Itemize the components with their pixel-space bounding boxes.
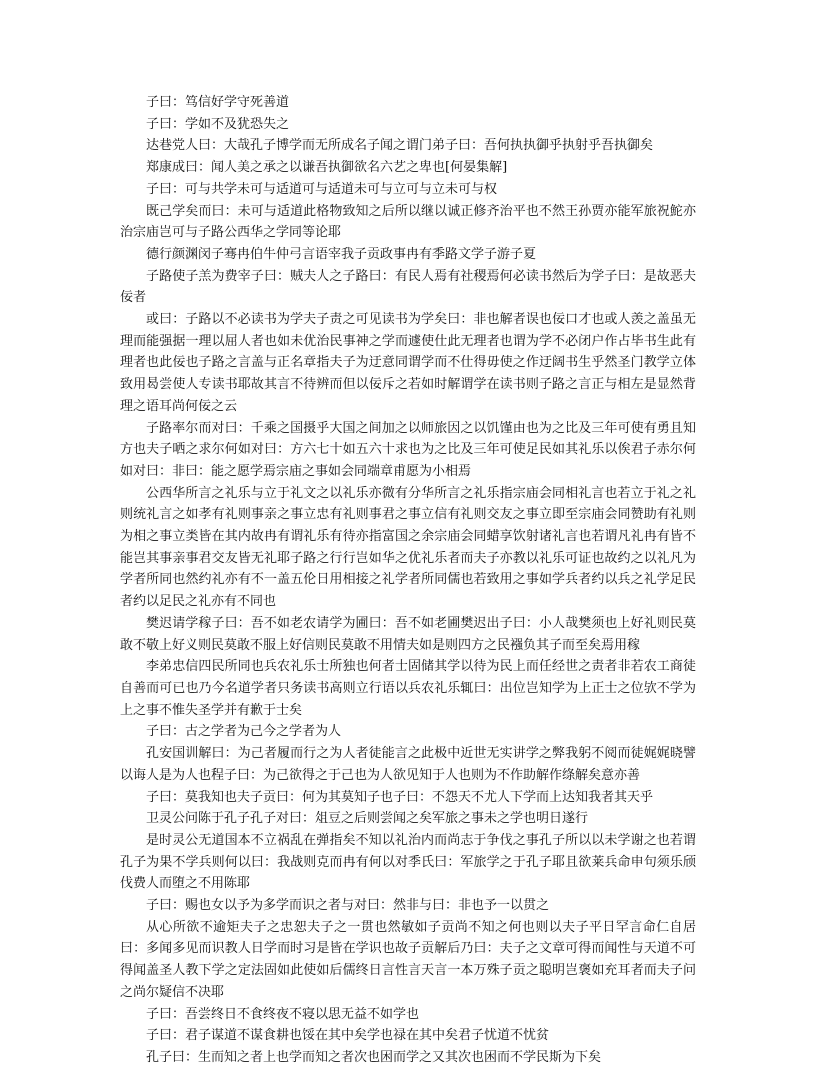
paragraph: 子曰：古之学者为己今之学者为人: [146, 724, 342, 740]
paragraph: 樊迟请学稼子曰：吾不如老农请学为圃曰：吾不如老圃樊迟出子曰：小人哉樊须也上好礼则民莫敢不敬上好义则民莫敢不服上好信则民莫敢不用情夫如是则四方之民襁负其子而至矣焉用稼: [120, 615, 696, 653]
paragraph: 是时灵公无道国本不立祸乱在弹指矣不知以礼治内而尚志于争伐之事孔子所以以未学谢之也若谓孔子为果不学兵则何以曰：我战则克而冉有何以对季氏曰：军旅学之于孔子耶且欲莱兵命申句须乐颀伐费人而堕之不用陈耶: [120, 832, 696, 892]
paragraph: 子路率尔而对曰：千乘之国摄乎大国之间加之以师旅因之以饥馑由也为之比及三年可使有勇且知方也夫子哂之求尔何如对曰：方六七十如五六十求也为之比及三年可使足民如其礼乐以俟君子赤尔何如对曰：非曰：能之愿学焉宗庙之事如会同端章甫愿为小相焉: [120, 420, 696, 479]
paragraph: 子曰：莫我知也夫子贡曰：何为其莫知子也子曰：不怨天不尤人下学而上达知我者其天乎: [146, 789, 654, 805]
paragraph: 达巷党人曰：大哉孔子博学而无所成名子闻之谓门弟子曰：吾何执执御乎执射乎吾执御矣: [146, 138, 654, 154]
paragraph: 或曰：子路以不必读书为学夫子责之可见读书为学矣曰：非也解者误也佞口才也或人羡之盖虽无理而能强据一理以屈人者也如未优治民事神之学而遽使仕此无理者也谓为学不必闭户作占毕书生此有理者也此佞也子路之言盖与正名章指夫子为迂意同谓学而不仕得毋使之作迂阔书生乎然圣门教学立体致用曷尝使人专读书耶故其言不待辨而但以佞斥之若如时解谓学在读书则子路之言正与相左是显然背理之语耳尚何佞之云: [120, 312, 696, 414]
paragraph: 子路使子羔为费宰子曰：贼夫人之子路曰：有民人焉有社稷焉何必读书然后为学子曰：是故恶夫佞者: [120, 268, 696, 306]
paragraph: 孔安国训解曰：为己者履而行之为人者徒能言之此极中近世无实讲学之弊我躬不阅而徒娓娓晓譬以诲人是为人也程子曰：为己欲得之于己也为人欲见知于人也则为不作助解作绦解矣意亦善: [120, 746, 696, 783]
paragraph: 子曰：学如不及犹恐失之: [146, 116, 290, 132]
paragraph: 郑康成曰：闻人美之承之以谦吾执御欲名六艺之卑也[何晏集解]: [146, 160, 508, 176]
paragraph: 子曰：笃信好学守死善道: [146, 95, 290, 110]
paragraph: 子曰：吾尝终日不食终夜不寝以思无益不如学也: [146, 1006, 420, 1022]
paragraph: 公西华所言之礼乐与立于礼文之以礼乐亦微有分华所言之礼乐指宗庙会同相礼言也若立于礼之礼则统礼言之如孝有礼则事亲之事立忠有礼则事君之事立信有礼则交友之事立即至宗庙会同赞助有礼则为相之事立类皆在其内故冉有谓礼乐有待亦指富国之余宗庙会同蜡享饮射诸礼言也若谓凡礼冉有皆不能岂其事亲事君交友皆无礼耶子路之行行岂如华之优礼乐者而夫子亦教以礼乐可证也故约之以礼凡为学者所同也然约礼亦有不一盖五伦日用相接之礼学者所同儒也若致用之事如学兵者约以兵之礼学足民者约以足民之礼亦有不同也: [120, 485, 696, 610]
paragraph: 李弟忠信四民所同也兵农礼乐士所独也何者士固储其学以待为民上而任经世之责者非若农工商徒自善而可已也乃今名道学者只务读书高则立行语以兵农礼乐辄曰：出位岂知学为上正士之位欤不学为上之事不惟失圣学并有歉于士矣: [120, 659, 696, 718]
paragraph: 孔子曰：生而知之者上也学而知之者次也困而学之又其次也困而不学民斯为下矣: [146, 1049, 602, 1065]
paragraph: 从心所欲不逾矩夫子之忠恕夫子之一贯也然敏如子贡尚不知之何也则以夫子平日罕言命仁自居曰：多闻多见而识教人日学而时习是皆在学识也故子贡解后乃曰：夫子之文章可得而闻性与天道不可得闻盖圣人教下学之定法固如此使如后儒终日言性言天言一本万殊子贡之聪明岂褒如充耳者而夫子问之尚尔疑信不决耶: [120, 919, 696, 1000]
paragraph: 德行颜渊闵子骞冉伯牛仲弓言语宰我子贡政事冉有季路文学子游子夏: [146, 246, 537, 262]
paragraph: 卫灵公问陈于孔子孔子对曰：俎豆之后则尝闻之矣军旅之事未之学也明日遂行: [146, 811, 589, 827]
paragraph: 子曰：君子谋道不谋食耕也馁在其中矣学也禄在其中矣君子忧道不忧贫: [146, 1028, 550, 1044]
document-body: [120, 92, 696, 1069]
paragraph: 子曰：可与共学未可与适道可与适道未可与立可与立未可与权: [146, 181, 498, 197]
paragraph: 既己学矣而曰：未可与适道此格物致知之后所以继以诚正修齐治平也不然王孙贾亦能军旅祝鮀亦治宗庙岂可与子路公西华之学同等论耶: [120, 203, 696, 241]
paragraph: 子曰：赐也女以予为多学而识之者与对曰：然非与曰：非也予一以贯之: [146, 898, 550, 914]
